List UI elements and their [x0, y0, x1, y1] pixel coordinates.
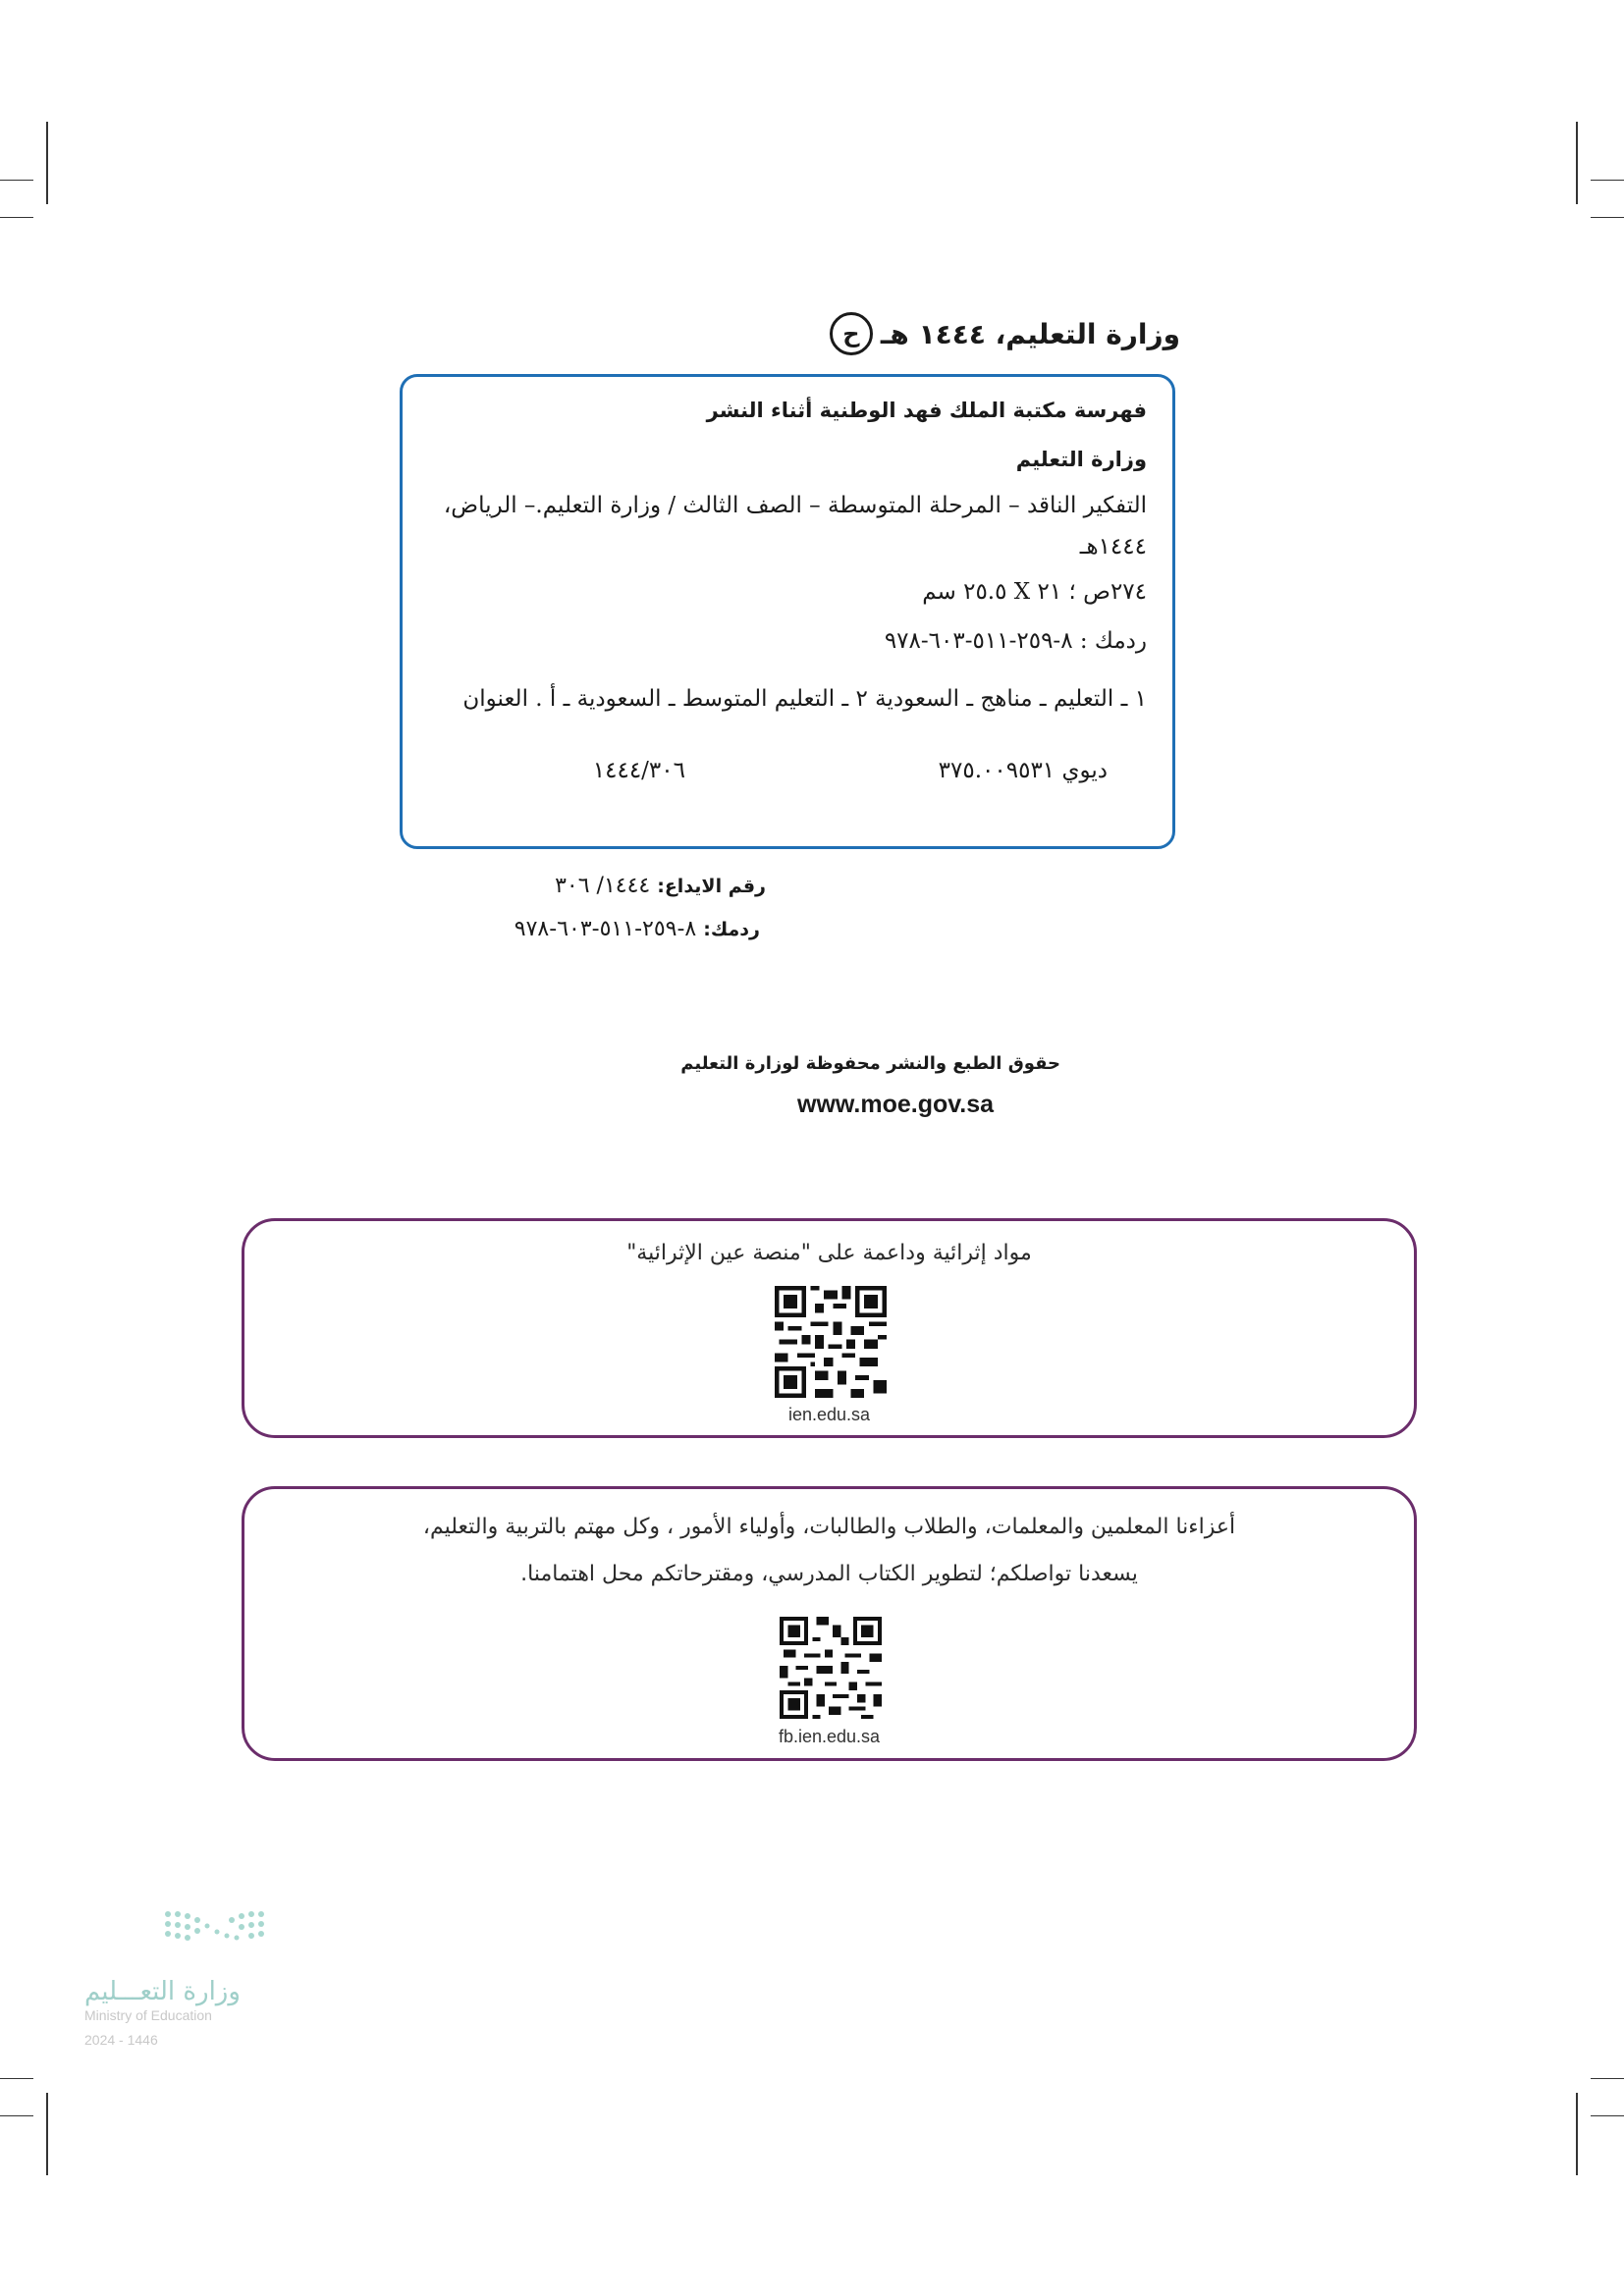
qr-code-icon[interactable] [775, 1286, 887, 1398]
feedback-url[interactable]: fb.ien.edu.sa [778, 1727, 881, 1746]
crop-mark [1591, 2078, 1624, 2079]
isbn-label: ردمك: [703, 919, 760, 940]
crop-mark [1591, 217, 1624, 218]
enrichment-url[interactable]: ien.edu.sa [787, 1405, 871, 1424]
catalog-heading: فهرسة مكتبة الملك فهد الوطنية أثناء النشر [706, 399, 1147, 422]
catalog-title-line: التفكير الناقد – المرحلة المتوسطة – الصف الثالث / وزارة التعليم.– الرياض، [443, 493, 1147, 518]
copyright-line [830, 312, 1180, 355]
crop-mark [46, 122, 48, 204]
catalog-year: ١٤٤٤هـ [1079, 534, 1147, 560]
crop-mark [0, 2115, 33, 2116]
isbn-value: ٨-٢٥٩-٥١١-٦٠٣-٩٧٨ [514, 917, 697, 941]
catalog-isbn: ردمك : ٨-٢٥٩-٥١١-٦٠٣-٩٧٨ [884, 628, 1147, 654]
logo-name-english: Ministry of Education [84, 2007, 212, 2023]
rights-notice: حقوق الطبع والنشر محفوظة لوزارة التعليم [680, 1053, 1060, 1074]
catalog-dewey: ديوي ٣٧٥.٠٠٩٥٣١ [938, 758, 1108, 783]
enrichment-box [242, 1218, 1417, 1438]
deposit-label: رقم الايداع: [657, 876, 766, 897]
deposit-line [555, 874, 766, 898]
crop-mark [1576, 2093, 1578, 2175]
enrichment-text: مواد إثرائية وداعمة على "منصة عين الإثرائية" [626, 1241, 1032, 1265]
copyright-symbol: ح [830, 312, 873, 355]
feedback-box [242, 1486, 1417, 1761]
feedback-line-2: يسعدنا تواصلكم؛ لتطوير الكتاب المدرسي، ومقترحاتكم محل اهتمامنا. [520, 1562, 1138, 1586]
isbn-line [514, 917, 760, 941]
logo-year: 2024 - 1446 [84, 2032, 158, 2048]
copyright-text: وزارة التعليم، ١٤٤٤ هـ [880, 317, 1180, 350]
crop-mark [1591, 180, 1624, 181]
crop-mark [1591, 2115, 1624, 2116]
catalog-card [400, 374, 1175, 849]
website-link[interactable]: www.moe.gov.sa [797, 1091, 995, 1118]
crop-mark [1576, 122, 1578, 204]
ministry-logo-icon [84, 1908, 281, 1967]
crop-mark [0, 217, 33, 218]
qr-code-icon[interactable] [780, 1617, 882, 1719]
crop-mark [0, 180, 33, 181]
crop-mark [46, 2093, 48, 2175]
feedback-line-1: أعزاءنا المعلمين والمعلمات، والطلاب والطالبات، وأولياء الأمور ، وكل مهتم بالتربية والتعليم، [422, 1515, 1236, 1539]
catalog-subjects: ١ ـ التعليم ـ مناهج ـ السعودية ٢ ـ التعليم المتوسط ـ السعودية ـ أ . العنوان [462, 686, 1147, 712]
catalog-pages: ٢٧٤ص ؛ ٢١ X ٢٥.٥ سم [922, 579, 1147, 605]
catalog-deposit-no: ١٤٤٤/٣٠٦ [592, 758, 685, 783]
catalog-author: وزارة التعليم [1015, 448, 1147, 471]
deposit-value: ١٤٤٤/ ٣٠٦ [555, 874, 651, 898]
crop-mark [0, 2078, 33, 2079]
logo-name-arabic: وزارة التعـــليم [84, 1977, 241, 2006]
